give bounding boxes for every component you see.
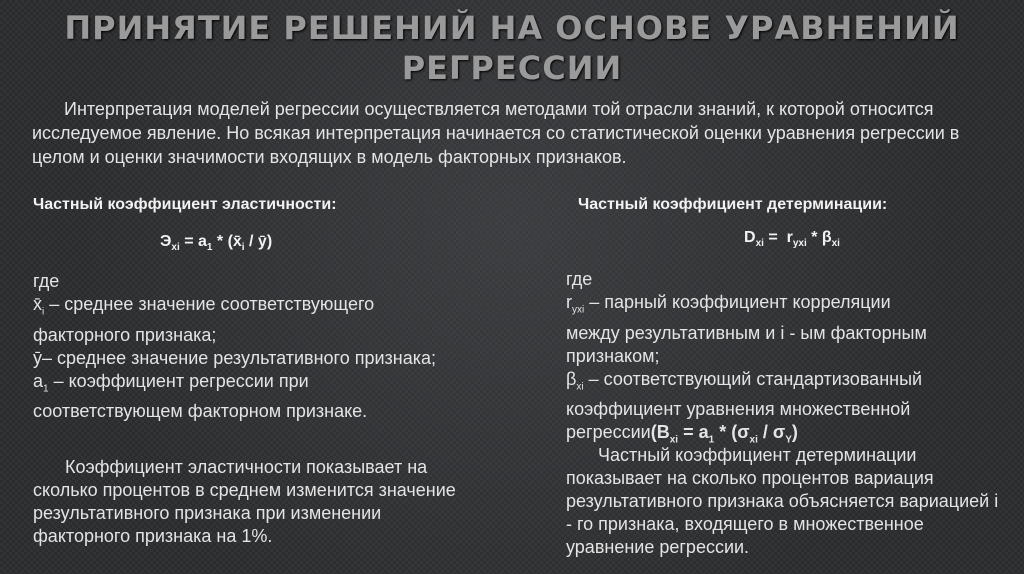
def-coef-a1-cont: соответствующем факторном признаке. xyxy=(33,401,368,422)
elasticity-definitions xyxy=(33,270,533,423)
intro-text: Интерпретация моделей регрессии осуществляется методами той отрасли знаний, к которой относится исследуемое явление. Но всякая интерпретация начинается со статистической оценки уравнения регрессии в целом и оценки значимости входящих в модель факторных признаков. xyxy=(32,99,960,167)
elasticity-formula: $Э_{xi} = а_1$ * ($x̄_i$ / ȳ) xyxy=(160,233,273,254)
def-mean-x: $x̄_i$ – среднее значение соответствующего xyxy=(33,294,375,318)
where-label-right: где xyxy=(566,269,593,289)
def-mean-y: ȳ– среднее значение результативного признака; xyxy=(33,347,437,368)
determination-heading: Частный коэффициент детерминации: xyxy=(578,196,888,213)
elasticity-heading: Частный коэффициент эластичности: xyxy=(33,196,337,213)
intro-paragraph xyxy=(32,97,1000,169)
elasticity-paragraph: Коэффициент эластичности показывает на сколько процентов в среднем изменится значение результативного признака при изменении факторного признака на 1%. xyxy=(33,457,456,546)
determination-formula: $D_{xi} = r_{yxi} * \beta_{xi}$ xyxy=(744,229,840,250)
slide-title-line1: ПРИНЯТИЕ РЕШЕНИЙ НА ОСНОВЕ УРАВНЕНИЙ xyxy=(64,9,960,47)
determination-paragraph: Частный коэффициент детерминации показывает на сколько процентов вариация результативного признака объясняется вариацией i - го признака, входящего в множественное уравнение регрессии. xyxy=(566,445,999,557)
def-beta-xi: $\beta_{xi}$ – соответствующий стандартизованный xyxy=(566,368,923,393)
slide-title-line2: РЕГРЕССИИ xyxy=(401,49,623,87)
where-label: где xyxy=(33,271,60,291)
def-r-yxi-cont: между результативным и i - ым факторным xyxy=(566,322,927,343)
def-r-yxi: $r_{yxi}$ – парный коэффициент корреляции xyxy=(566,292,891,316)
determination-definitions xyxy=(566,268,1006,452)
slide-title xyxy=(40,8,984,88)
def-mean-x-cont: факторного признака; xyxy=(33,324,217,345)
beta-formula: ($B_{xi} = а_1 * (\sigma_{xi} / \sigma_Y)$ xyxy=(650,422,798,446)
def-beta-xi-cont2: $регрессии(B_{xi} = а_1 * (\sigma_{xi} / \sigma_Y)$ xyxy=(566,422,798,446)
def-r-yxi-cont2: признаком; xyxy=(566,345,660,366)
def-beta-xi-cont: коэффициент уравнения множественной xyxy=(566,399,911,420)
def-coef-a1: $а_1$ – коэффициент регрессии при xyxy=(33,370,309,395)
